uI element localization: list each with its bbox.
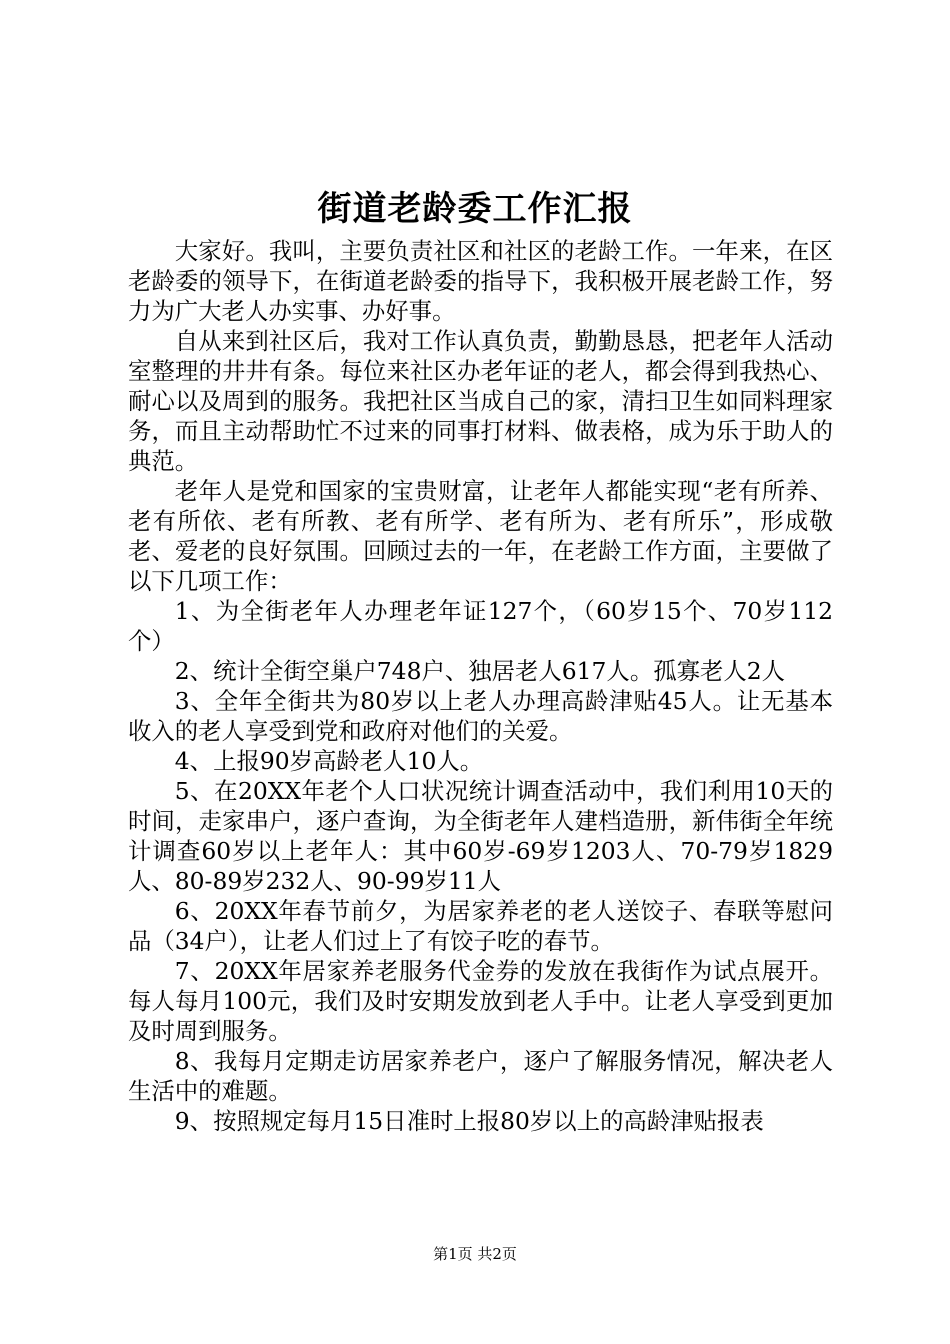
paragraph-intro: 大家好。我叫，主要负责社区和社区的老龄工作。一年来，在区老龄委的领导下，在街道老龄委的指导下，我积极开展老龄工作，努力为广大老人办实事、办好事。	[128, 237, 833, 325]
document-body	[128, 236, 833, 1136]
paragraph-overview: 老年人是党和国家的宝贵财富，让老年人都能实现“老有所养、老有所依、老有所教、老有所学、老有所为、老有所乐”，形成敬老、爱老的良好氛围。回顾过去的一年，在老龄工作方面，主要做了以下几项工作：	[128, 477, 833, 595]
list-item-1: 1、为全街老年人办理老年证127个，（60岁15个、70岁112个）	[128, 597, 833, 655]
list-item-7: 7、20XX年居家养老服务代金券的发放在我街作为试点展开。每人每月100元，我们及时安期发放到老人手中。让老人享受到更加及时周到服务。	[128, 957, 833, 1045]
page-number-footer: 第1页 共2页	[433, 1245, 517, 1263]
list-item-9: 9、按照规定每月15日准时上报80岁以上的高龄津贴报表	[174, 1107, 764, 1135]
list-item-2: 2、统计全街空巢户748户、独居老人617人。孤寡老人2人	[174, 657, 786, 685]
page-title: 街道老龄委工作汇报	[317, 189, 633, 229]
list-item-4: 4、上报90岁高龄老人10人。	[174, 747, 484, 775]
paragraph-work-attitude: 自从来到社区后，我对工作认真负责，勤勤恳恳，把老年人活动室整理的井井有条。每位来社区办老年证的老人，都会得到我热心、耐心以及周到的服务。我把社区当成自己的家，清扫卫生如同料理家务，而且主动帮助忙不过来的同事打材料、做表格，成为乐于助人的典范。	[128, 327, 833, 475]
list-item-3: 3、全年全街共为80岁以上老人办理高龄津贴45人。让无基本收入的老人享受到党和政府对他们的关爱。	[128, 687, 833, 745]
list-item-5: 5、在20XX年老个人口状况统计调查活动中，我们利用10天的时间，走家串户，逐户查询，为全街老年人建档造册，新伟街全年统计调查60岁以上老年人：其中60岁-69岁1203人、70-79岁1829人、80-89岁232人、90-99岁11人	[128, 777, 833, 895]
list-item-6: 6、20XX年春节前夕，为居家养老的老人送饺子、春联等慰问品（34户），让老人们过上了有饺子吃的春节。	[128, 897, 833, 955]
list-item-8: 8、我每月定期走访居家养老户，逐户了解服务情况，解决老人生活中的难题。	[128, 1047, 833, 1105]
